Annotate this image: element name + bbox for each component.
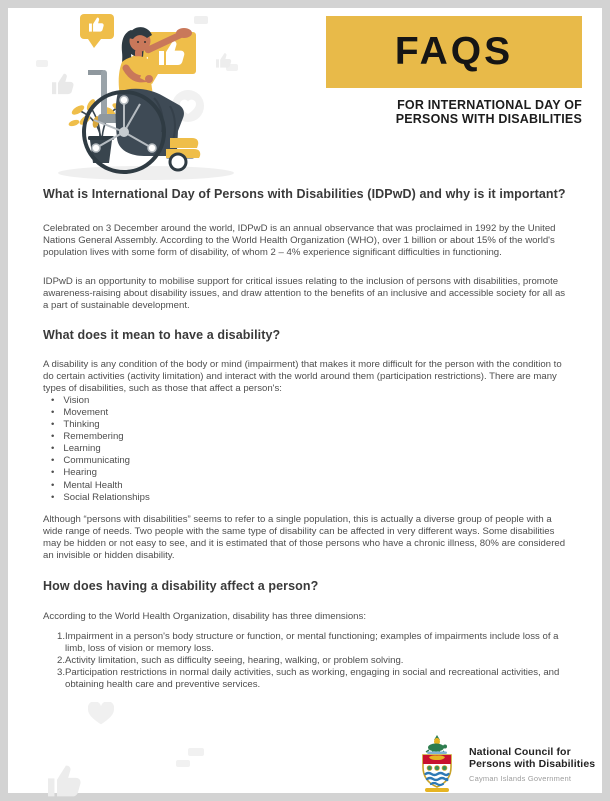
like-badge-icon [80,14,114,48]
list-item: • Mental Health [51,480,572,492]
org-name-block [469,746,595,783]
question-heading-2: What does it mean to have a disability? [43,328,281,343]
list-item: • Thinking [51,419,572,431]
caster-wheel [170,154,186,170]
list-item: Impairment in a person's body structure or function, or mental functioning; examples of impairments include loss of a limb, loss of vision or memory loss. [65,630,559,654]
rect-watermark [176,748,210,770]
heart-watermark [88,702,114,726]
ground-shadow [58,166,234,180]
motto-ribbon [425,788,449,792]
footer [415,735,595,793]
paragraph: Although “persons with disabilities” seems to refer to a single population, this is actually a diverse group of people with a wide range of needs. Two people with the same type of disability can be affected in very different ways. Some disabilities may be hidden or not easy to see, and it is estimated that of those persons who have a chronic illness, 80% are considered an invisible or hidden disability. [43,513,566,561]
question-heading-3: How does having a disability affect a person? [43,579,319,594]
subtitle-line2: PERSONS WITH DISABILITIES [395,112,582,126]
header-subtitle [396,98,582,126]
subtitle-line1: FOR INTERNATIONAL DAY OF [397,98,582,112]
list-item: • Movement [51,407,572,419]
shield [423,755,451,787]
cayman-coat-of-arms-logo [415,735,459,793]
org-name-line2: Persons with Disabilities [469,758,596,770]
paragraph: IDPwD is an opportunity to mobilise support for critical issues relating to the inclusion of persons with disabilities, promote awareness-raising about disability issues, and draw attention to the benefits of an inclusive and accessible society for all as a part of sustainable development. [43,275,566,311]
thumb-watermark [52,74,74,94]
list-item: • Vision [51,395,572,407]
document-page [8,8,602,793]
paragraph: According to the World Health Organization, disability has three dimensions: [43,610,366,622]
paragraph: A disability is any condition of the body or mind (impairment) that makes it more difficult for the person with the condition to do certain activities (activity limitation) and interact with the world around them (participation restrictions). There are many types of disabilities, such as those that affect a person's: [43,358,562,394]
faqs-title: FAQS [394,30,514,73]
faqs-banner [326,16,582,88]
list-item: • Remembering [51,431,572,443]
list-item: • Social Relationships [51,492,572,504]
paragraph: Celebrated on 3 December around the world, IDPwD is an annual observance that was proclaimed in 1992 by the United Nations General Assembly. According to the World Health Organization (WHO), over 1 billion or about 15% of the world's population lives with some form of disability, of whom 2 – 4% experience significant difficulties in functioning. [43,222,556,258]
wheelchair-woman-illustration [28,10,263,190]
government-label: Cayman Islands Government [469,773,572,783]
list-item: Activity limitation, such as difficulty seeing, hearing, walking, or problem solving. [65,654,404,666]
list-item: • Learning [51,443,572,455]
list-item: • Communicating [51,455,572,467]
list-item: Participation restrictions in normal daily activities, such as working, engaging in social and recreational activities, and obtaining health care and preventive services. [65,666,560,691]
dimensions-list [43,631,572,691]
thumb-watermark [46,763,86,799]
faq-content [43,186,572,691]
org-name-line1: National Council for [469,745,571,758]
list-item: • Hearing [51,467,572,479]
disability-types-list [43,395,572,504]
question-heading-1: What is International Day of Persons with Disabilities (IDPwD) and why is it important? [43,187,566,201]
